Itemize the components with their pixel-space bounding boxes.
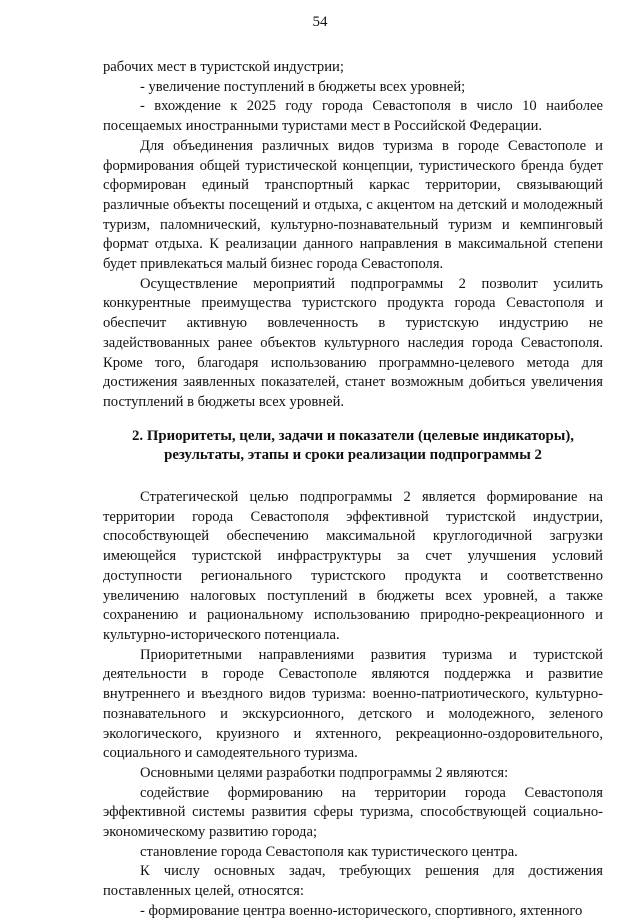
paragraph: - увеличение поступлений в бюджеты всех уровней; xyxy=(140,78,466,95)
paragraph: содействие формированию на территории города Севастополя эффективной системы развития сферы туризма, способствующей социально-экономическому развитию города; xyxy=(103,784,603,841)
paragraph: Для объединения различных видов туризма в городе Севастополе и формирования общей туристической концепции, туристического бренда будет сформирован единый транспортный каркас территории, связывающий различные объекты посещений и отдыха, с акцентом на детский и молодежный туризм, паломнический, культурно-познавательный туризм и кемпинговый формат отдыха. К реализации данного направления в максимальной степени будет привлекаться малый бизнес города Севастополя. xyxy=(103,137,603,273)
paragraph: становление города Севастополя как туристического центра. xyxy=(140,843,518,860)
paragraph: рабочих мест в туристской индустрии; xyxy=(103,59,344,75)
paragraph: Приоритетными направлениями развития туризма и туристской деятельности в городе Севастополе являются поддержка и развитие внутреннего и въездного видов туризма: военно-патриотического, культурно-познавательного и экскурсионного, детского и молодежного, зеленого экологического, круизного и яхтенного, рекреационно-оздоровительного, социального и самодеятельного туризма. xyxy=(103,646,603,762)
paragraph: К числу основных задач, требующих решения для достижения поставленных целей, относятся: xyxy=(103,863,603,900)
paragraph: - вхождение к 2025 году города Севастополя в число 10 наиболее посещаемых иностранными туристами мест в Российской Федерации. xyxy=(103,98,603,135)
paragraphs-after xyxy=(103,488,603,921)
paragraph: Осуществление мероприятий подпрограммы 2 позволит усилить конкурентные преимущества туристского продукта города Севастополя и обеспечит активную вовлеченность в туристскую индустрию не задействованных ранее объектов культурного наследия города Севастополя. Кроме того, благодаря использованию программно-целевого метода для достижения заявленных показателей, станет возможным добиться увеличения поступлений в бюджеты всех уровней. xyxy=(103,275,603,410)
paragraphs-before xyxy=(103,58,603,413)
paragraph: - формирование центра военно-исторического, спортивного, яхтенного xyxy=(140,902,583,919)
paragraph: Стратегической целью подпрограммы 2 является формирование на территории города Севастополя эффективной туристской индустрии, способствующей обеспечению максимальной круглогодичной загрузки имеющейся туристской инфраструктуры за счет улучшения условий доступности регионального туристского продукта и соответственно увеличению налоговых поступлений в бюджеты всех уровней, а также сохранению и рациональному использованию природно-рекреационного и культурно-исторического потенциала. xyxy=(103,489,603,643)
page-number: 54 xyxy=(312,14,328,30)
document-body xyxy=(103,58,603,922)
paragraph: Основными целями разработки подпрограммы 2 являются: xyxy=(140,764,509,781)
section-heading: 2. Приоритеты, цели, задачи и показатели (целевые индикаторы), результаты, этапы и сроки реализации подпрограммы 2 xyxy=(132,427,574,464)
